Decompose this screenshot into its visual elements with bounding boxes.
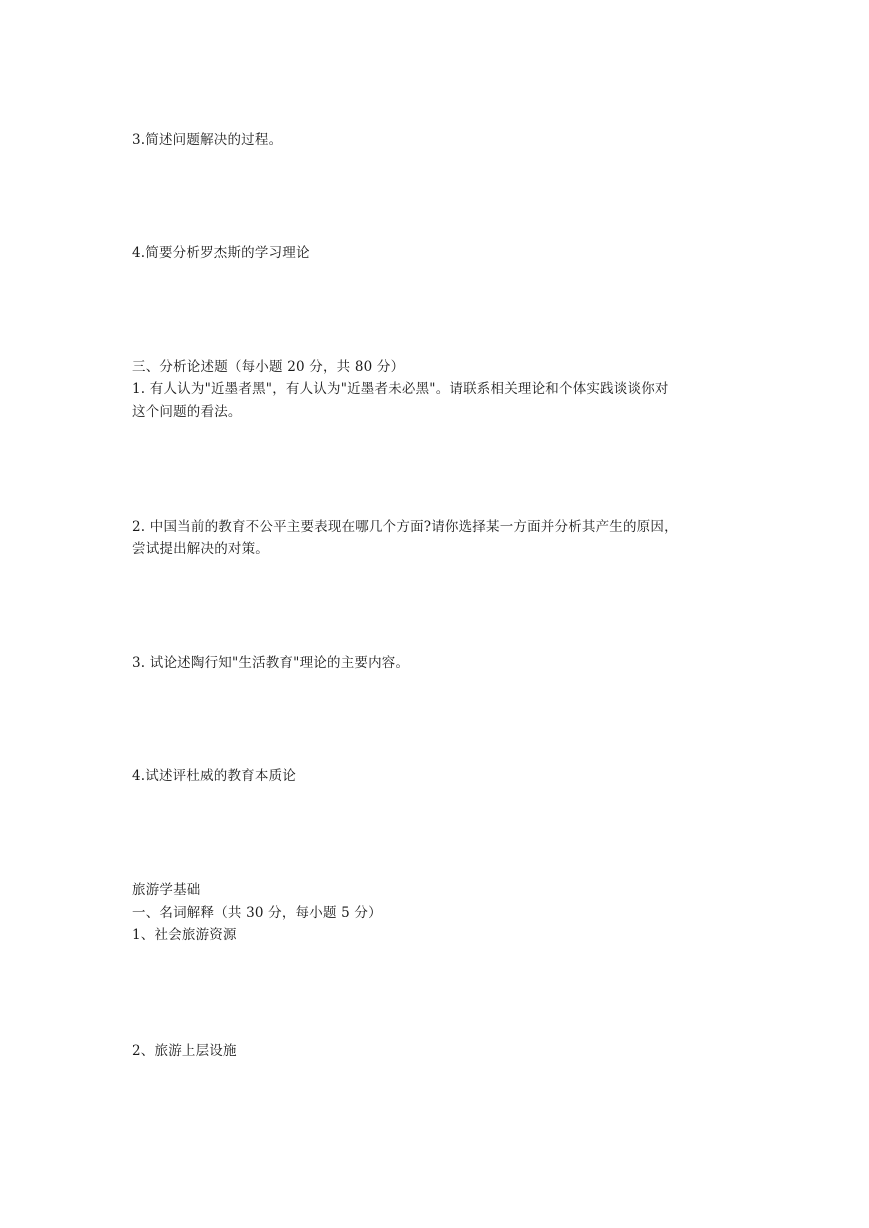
section-3-heading: 三、分析论述题（每小题 20 分，共 80 分） <box>132 359 405 375</box>
question-2-3: 3.简述问题解决的过程。 <box>132 132 283 148</box>
part-1-heading: 一、名词解释（共 30 分，每小题 5 分） <box>132 905 382 921</box>
question-3-1-line1: 1. 有人认为"近墨者黑"，有人认为"近墨者未必黑"。请联系相关理论和个体实践谈谈你对 <box>132 381 669 397</box>
question-3-4: 4.试述评杜威的教育本质论 <box>132 768 296 784</box>
subject-title: 旅游学基础 <box>132 882 201 898</box>
question-3-2-line2: 尝试提出解决的对策。 <box>132 541 269 557</box>
question-3-1-line2: 这个问题的看法。 <box>132 404 242 420</box>
question-2-4: 4.简要分析罗杰斯的学习理论 <box>132 245 310 261</box>
question-3-2-line1: 2. 中国当前的教育不公平主要表现在哪几个方面?请你选择某一方面并分析其产生的原因， <box>132 519 678 535</box>
term-2: 2、旅游上层设施 <box>132 1043 237 1059</box>
question-3-3: 3. 试论述陶行知"生活教育"理论的主要内容。 <box>132 655 410 671</box>
term-1: 1、社会旅游资源 <box>132 927 237 943</box>
